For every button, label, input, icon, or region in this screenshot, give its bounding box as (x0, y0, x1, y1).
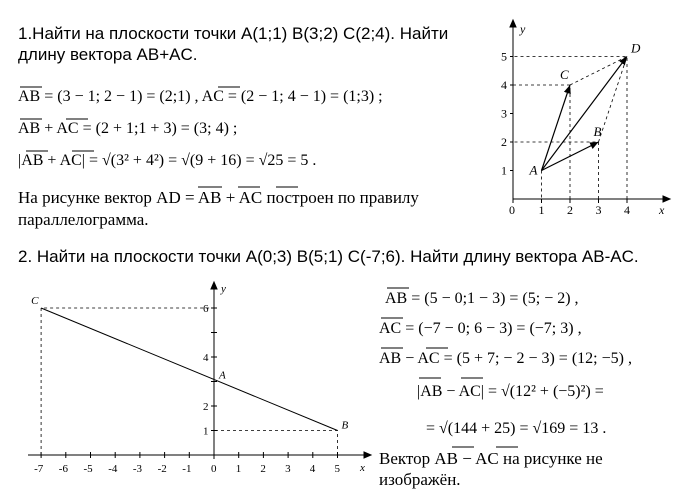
segment-CB (41, 308, 337, 431)
y-axis-label: y (221, 283, 226, 295)
problem1-equation-2: AB + AC = (2 + 1;1 + 3) = (3; 4) ; (18, 120, 238, 137)
problem1-text-line2: параллелограмма. (18, 210, 149, 229)
y-tick-label: 4 (501, 78, 507, 92)
x-tick-label: 5 (334, 463, 340, 475)
point-label-D: D (631, 40, 641, 56)
point-label-C: C (560, 67, 569, 82)
x-tick-label: -7 (34, 463, 44, 475)
problem2-text-line2: изображён. (379, 470, 461, 489)
y-tick-label: 2 (501, 135, 507, 149)
y-tick-label: 1 (203, 425, 209, 438)
x-tick-label: 4 (309, 463, 316, 475)
problem2-equation-5: = √(144 + 25) = √169 = 13 . (426, 420, 607, 437)
x-tick-label: 1 (235, 463, 242, 475)
point-label-A: A (219, 369, 226, 382)
problem2-title: 2. Найти на плоскости точки A(0;3) B(5;1) C(-7;6). Найти длину вектора AB-AC. (18, 247, 639, 266)
problem1-title-line1: 1.Найти на плоскости точки A(1;1) B(3;2) C(2;4). Найти (18, 24, 449, 43)
point-label-C: C (31, 295, 39, 307)
origin-label: 0 (509, 203, 515, 217)
point-label-B: B (341, 419, 349, 432)
problem2-equation-2: AC = (−7 − 0; 6 − 3) = (−7; 3) , (379, 320, 582, 337)
x-tick-label: -4 (108, 463, 118, 475)
x-axis-label: x (659, 203, 665, 217)
y-axis-label: y (520, 22, 526, 36)
y-tick-label: 2 (203, 401, 209, 413)
problem2-equation-3: AB − AC = (5 + 7; − 2 − 3) = (12; −5) , (379, 350, 632, 367)
x-tick-label: -3 (132, 463, 143, 475)
y-tick-label: 5 (501, 49, 507, 64)
x-axis-label: x (360, 462, 365, 474)
projection-C (41, 308, 214, 455)
x-tick-label: 2 (260, 463, 266, 475)
x-tick-label: 3 (595, 203, 602, 217)
x-tick-label: -2 (157, 463, 167, 475)
y-axis-arrow (211, 282, 217, 289)
x-axis-arrow (364, 452, 371, 458)
problem1-equation-1: AB = (3 − 1; 2 − 1) = (2;1) , AC = (2 − 1; 4 − 1) = (1;3) ; (18, 88, 383, 105)
x-tick-label: 4 (624, 203, 630, 217)
projection-B (214, 431, 338, 456)
x-tick-label: -5 (83, 463, 93, 475)
problem1-title-line2: длину вектора AB+AC. (18, 45, 198, 64)
y-tick-label: 3 (501, 106, 507, 121)
x-tick-label: 3 (285, 463, 291, 475)
y-tick-label: 4 (203, 352, 209, 364)
point-label-B: B (593, 124, 602, 139)
y-tick-label: 1 (501, 163, 507, 178)
x-tick-label: 1 (538, 203, 545, 217)
x-tick-label: 0 (211, 463, 217, 475)
x-tick-label: -1 (182, 463, 192, 475)
problem2-equation-1: AB = (5 − 0;1 − 3) = (5; − 2) , (385, 290, 579, 307)
problem2-equation-4: |AB − AC| = √(12² + (−5)²) = (417, 383, 604, 400)
point-label-A: A (529, 162, 538, 178)
x-tick-label: -6 (58, 463, 68, 475)
problem2-text-line1: Вектор AB − AC на рисунке не (379, 449, 603, 468)
x-tick-label: 2 (567, 203, 573, 217)
problem1-equation-3: |AB + AC| = √(3² + 4²) = √(9 + 16) = √25 = 5 . (18, 152, 317, 169)
problem1-text-line1: На рисунке вектор AD = AB + AC построен по правилу (18, 188, 419, 207)
y-tick-label: 6 (203, 303, 209, 315)
